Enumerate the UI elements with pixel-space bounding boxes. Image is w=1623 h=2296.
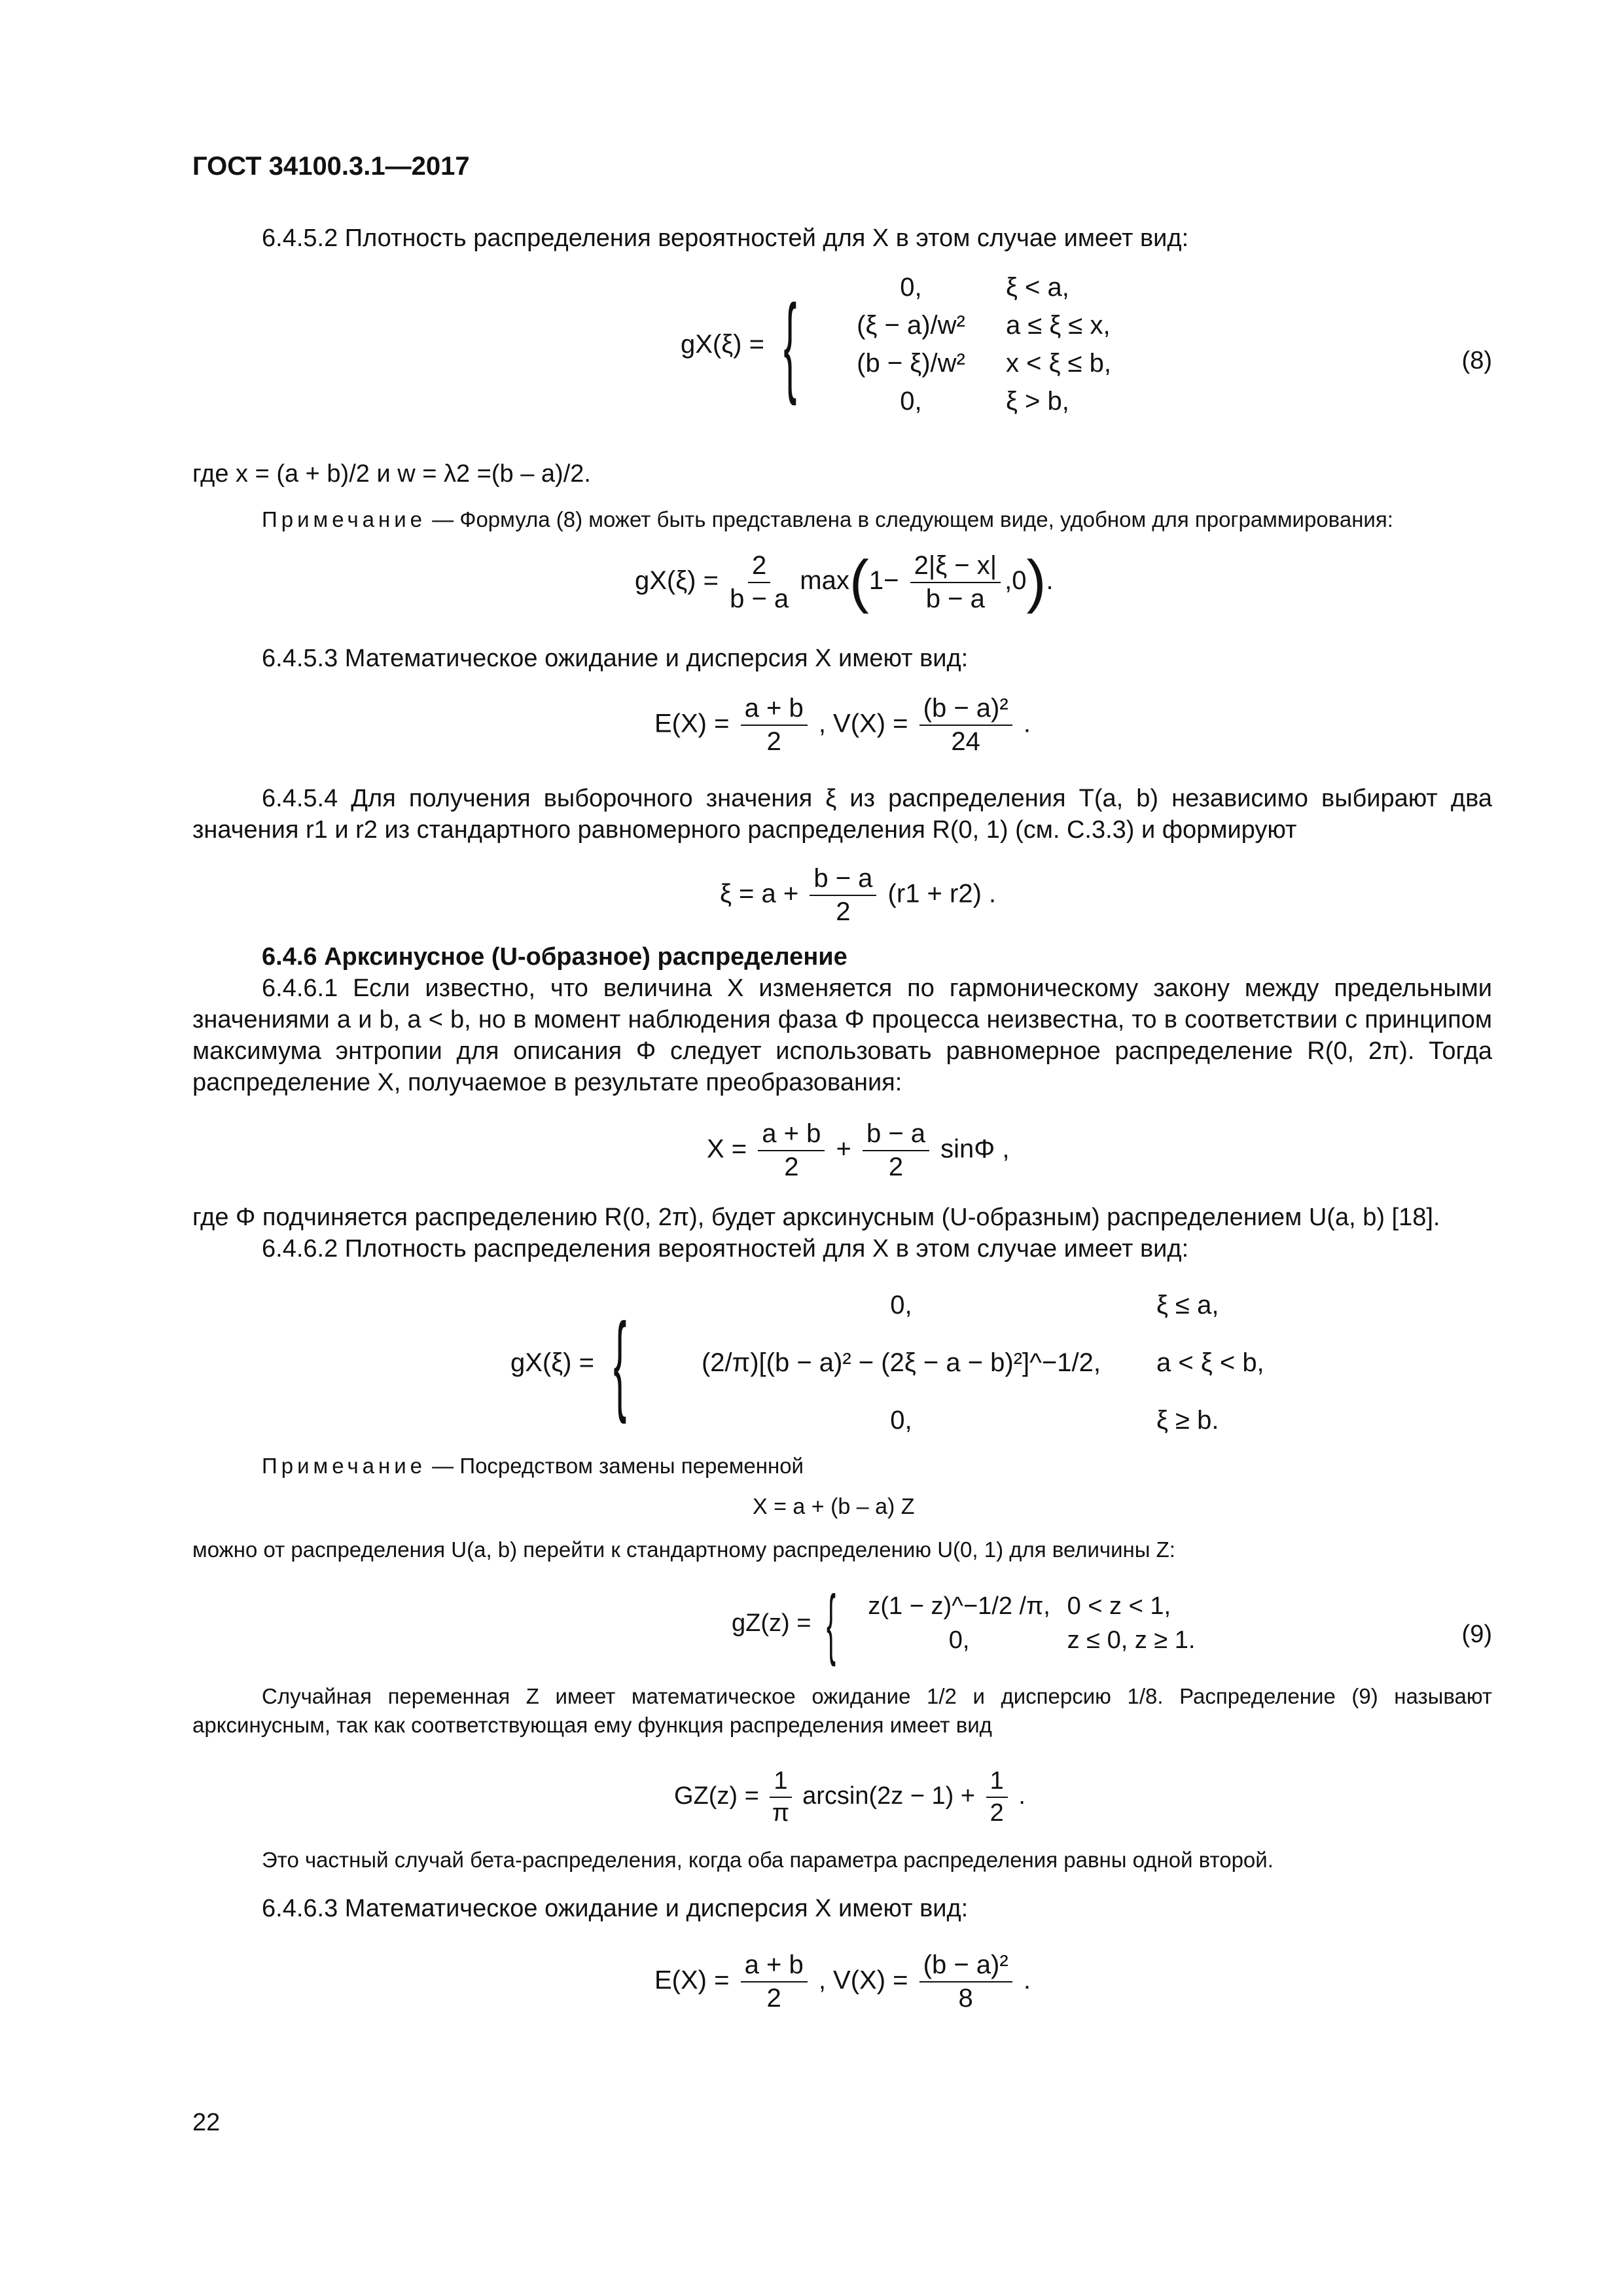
note-1-formula (635, 548, 1054, 616)
ev1-e-frac (741, 694, 808, 757)
note-2-label: Примечание (262, 1454, 427, 1478)
xsin-lhs: X = (707, 1134, 747, 1164)
eq8-r1-expr: 0, (900, 272, 922, 302)
paragraph-6-4-6-3: 6.4.6.3 Математическое ожидание и дисперсия X имеют вид: (262, 1895, 969, 1922)
paragraph-6-4-6-1: 6.4.6.1 Если известно, что величина X изменяется по гармоническому закону между предельными значениями a и b, a < b, но в момент наблюдения фаза Φ процесса неизвестна, то в соответствии с принципом максимума энтропии для описания Φ следует использовать равномерное распределение R(0, 2π). Тогда распределение X, получаемое в результате преобразования: (192, 975, 1492, 1096)
note-2-after: можно от распределения U(a, b) перейти к стандартному распределению U(0, 1) для величины Z: (192, 1537, 1175, 1562)
ev1-end: . (1023, 709, 1031, 738)
note-1-text: — Формула (8) может быть представлена в следующем виде, удобном для программирования: (426, 507, 1393, 531)
gz-n2: 1 (986, 1767, 1008, 1798)
ev2-v-num: (b − a)² (919, 1950, 1012, 1982)
ev1-v-den: 24 (951, 727, 980, 756)
xsin-n2: b − a (863, 1119, 929, 1151)
note1-rparen: ) (1026, 549, 1046, 615)
formula-8-brace: { (783, 282, 797, 406)
note-2-paragraph-3: Это частный случай бета-распределения, когда оба параметра распределения равны одной второй. (262, 1848, 1274, 1872)
note-2-paragraph-2: Случайная переменная Z имеет математическое ожидание 1/2 и дисперсию 1/8. Распределение (9) называют арксинусным, так как соответствующая ему функция распределения имеет вид (192, 1684, 1492, 1737)
formula-x-sin (707, 1119, 1009, 1182)
formula-9 (732, 1579, 1238, 1667)
note1-lparen: ( (849, 549, 869, 615)
gz-lhs: GZ(z) = (674, 1782, 759, 1810)
section-heading-6-4-6: 6.4.6 Арксинусное (U-образное) распределение (262, 943, 847, 971)
ev2-e-den: 2 (766, 1984, 781, 2013)
formula-ev-2 (654, 1950, 1031, 2013)
equation-number-8: (8) (1461, 347, 1492, 374)
eq9-r2-cond: z ≤ 0, z ≥ 1. (1067, 1626, 1196, 1654)
ev2-e-num: a + b (741, 1950, 808, 1982)
xsin-frac2 (863, 1119, 929, 1182)
ev2-e-lhs: E(X) = (654, 1965, 730, 1995)
formula-ev-1 (654, 694, 1031, 757)
note1-end: . (1046, 566, 1054, 596)
ev1-e-den: 2 (766, 727, 781, 756)
eq8-r3-expr: (b − ξ)/w² (857, 348, 965, 378)
formula-u-density (510, 1276, 1287, 1449)
gz-end: . (1018, 1782, 1026, 1810)
note1-inner-frac (910, 551, 1001, 614)
ev2-v-den: 8 (958, 1984, 973, 2013)
xsin-n1: a + b (758, 1119, 825, 1151)
equ-lhs: gX(ξ) = (510, 1348, 594, 1377)
note1-frac (730, 551, 789, 614)
equ-cases (646, 1276, 1287, 1449)
ev1-e-num: a + b (741, 694, 808, 726)
xsin-plus: + (836, 1134, 851, 1164)
eq9-r1-expr: z(1 − z)^−1/2 /π, (868, 1592, 1050, 1620)
xi-lhs: ξ = a + (720, 879, 799, 908)
paragraph-6-4-6-2: 6.4.6.2 Плотность распределения вероятностей для X в этом случае имеет вид: (262, 1235, 1189, 1263)
paragraph-where-phi: где Φ подчиняется распределению R(0, 2π), будет арксинусным (U-образным) распределением U(a, b) [18]. (192, 1204, 1440, 1231)
gz-mid: arcsin(2z − 1) + (802, 1782, 976, 1810)
paragraph-6-4-5-2: 6.4.5.2 Плотность распределения вероятностей для X в этом случае имеет вид: (262, 224, 1189, 252)
xi-num: b − a (810, 864, 876, 896)
xi-rhs: (r1 + r2) . (887, 879, 997, 908)
eq9-r2-expr: 0, (948, 1626, 970, 1654)
formula-xi (720, 864, 996, 927)
note1-inner-den: b − a (925, 584, 985, 613)
ev1-v-frac (919, 694, 1012, 757)
xsin-rhs: sinΦ , (940, 1134, 1010, 1164)
page-number: 22 (192, 2109, 221, 2136)
equ-r3-cond: ξ ≥ b. (1156, 1405, 1219, 1435)
eq9-cases (851, 1589, 1238, 1657)
equation-number-9: (9) (1461, 1621, 1492, 1648)
note1-lhs: gX(ξ) = (635, 566, 719, 596)
note1-frac-den: b − a (730, 584, 789, 613)
eq8-r2-cond: a ≤ ξ ≤ x, (1005, 310, 1111, 340)
note-1 (192, 505, 1492, 534)
note1-frac-num: 2 (748, 551, 770, 583)
note1-max: max (800, 566, 849, 596)
xsin-d2: 2 (888, 1153, 904, 1181)
formula-8-lhs: gX(ξ) = (681, 329, 764, 359)
ev1-v-num: (b − a)² (919, 694, 1012, 726)
equ-r1-cond: ξ ≤ a, (1156, 1290, 1219, 1319)
xi-frac (810, 864, 876, 927)
gz-d2: 2 (990, 1799, 1004, 1827)
eq8-r4-cond: ξ > b, (1005, 386, 1069, 416)
ev2-v-lhs: , V(X) = (818, 1965, 908, 1995)
formula-8 (681, 268, 1150, 420)
ev2-e-frac (741, 1950, 808, 2013)
ev1-e-lhs: E(X) = (654, 709, 730, 738)
ev2-v-frac (919, 1950, 1012, 2013)
note1-inner-num: 2|ξ − x| (910, 551, 1001, 583)
where-text-8: где x = (a + b)/2 и w = λ2 =(b – a)/2. (192, 460, 591, 488)
ev2-end: . (1023, 1965, 1031, 1995)
eq9-brace: { (826, 1579, 836, 1667)
equ-brace: { (613, 1300, 627, 1425)
document-header: ГОСТ 34100.3.1—2017 (192, 152, 470, 181)
xsin-frac1 (758, 1119, 825, 1182)
equ-r3-expr: 0, (890, 1405, 912, 1435)
note1-inner-pre: 1− (868, 566, 899, 596)
xi-den: 2 (836, 897, 851, 926)
gz-frac1 (770, 1767, 791, 1827)
eq9-lhs: gZ(z) = (732, 1609, 812, 1637)
eq8-r3-cond: x < ξ ≤ b, (1005, 348, 1112, 378)
eq8-r2-expr: (ξ − a)/w² (857, 310, 965, 340)
paragraph-6-4-5-4: 6.4.5.4 Для получения выборочного значения ξ из распределения T(a, b) независимо выбирают два значения r1 и r2 из стандартного равномерного распределения R(0, 1) (см. С.3.3) и формируют (192, 785, 1492, 844)
gz-frac2 (986, 1767, 1008, 1827)
equ-r1-expr: 0, (890, 1290, 912, 1319)
formula-8-cases (816, 268, 1150, 420)
eq8-r4-expr: 0, (900, 386, 922, 416)
note1-inner-post: ,0 (1005, 566, 1027, 596)
paragraph-6-4-5-3: 6.4.5.3 Математическое ожидание и дисперсия X имеют вид: (262, 645, 969, 672)
note-2-text: — Посредством замены переменной (426, 1454, 804, 1478)
note-2 (192, 1452, 1492, 1480)
xsin-d1: 2 (784, 1153, 799, 1181)
note-1-label: Примечание (262, 507, 427, 531)
gz-n1: 1 (770, 1767, 791, 1798)
ev1-v-lhs: , V(X) = (818, 709, 908, 738)
eq9-r1-cond: 0 < z < 1, (1067, 1592, 1171, 1620)
formula-gz (674, 1767, 1026, 1827)
equ-r2-cond: a < ξ < b, (1156, 1348, 1264, 1377)
gz-d1: π (772, 1799, 790, 1827)
eq8-r1-cond: ξ < a, (1005, 272, 1069, 302)
note-2-formula: X = a + (b – a) Z (753, 1494, 915, 1519)
equ-r2-expr: (2/π)[(b − a)² − (2ξ − a − b)²]^−1/2, (701, 1348, 1101, 1377)
